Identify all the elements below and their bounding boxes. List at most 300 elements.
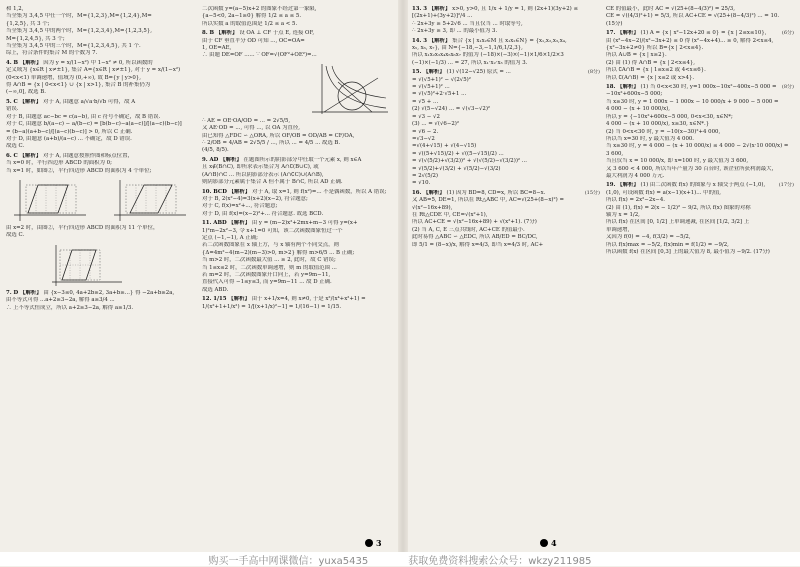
answer-text: 在题图所示的阴影部分中任取一个元素 x, 则 x∈A [243,156,362,163]
answer-line [202,52,394,59]
score-label: (8分) [587,69,600,76]
question-label: 5. C 【解析】 [6,98,42,105]
answer-text: 由于 CF 垂直平分 OD 可知 ..., OC=OA= [202,37,305,44]
answer-block [6,99,196,151]
answer-text: 所以 f(x)max = −5/2, f(x)min = f(1/2) = −9/2, [606,241,729,248]
answer-line [606,99,794,106]
answer-line [202,279,394,286]
answer-text: 故选 C. [6,143,25,150]
question-label: 15. 【解析】 [412,69,445,76]
answer-line [412,219,600,226]
answer-block [202,296,394,311]
answer-block [6,60,196,97]
page-number-right-text: 4 [551,538,557,548]
answer-text: (0<x<1) 单调递增，值域为 (0,+∞), 故 B={y | y>0}, [6,74,141,81]
answer-line [412,13,600,20]
answer-line [6,99,196,106]
answer-text: 所以 ∁(A∩B) = {x | x≤2 或 x>4}. [606,74,695,81]
answer-text: 对于 C, 由题意 b/(a−c) − a/(b−c) = [b(b−c)−a(a−c)]/[(a−c)(b−c)] [6,121,182,128]
answer-text: 所以函数 f(x) 在区间 [0,3] 上的最大值为 8, 最小值为 −9/2. (17分) [606,249,770,255]
answer-text: 若二次函数图象在 x 轴上方，与 x 轴有两个不同交点，则 [202,242,339,249]
answer-text: 此时易得 △ABC ∽ △EDC, 所以 AB/ED = BC/DC, [412,234,538,241]
question-label: 14. 3 【解析】 [412,37,451,44]
answer-line [606,197,794,204]
answer-text: (−∞,0], 故选 B. [6,89,46,96]
answer-line [606,143,794,150]
answer-text: 1, OE=AE, [202,45,232,52]
answer-line [606,114,794,121]
answer-text: = √3 − √2 [412,113,440,120]
answer-line [202,287,394,294]
answer-text: M={1,2,4,5}, 共 3 个; [6,35,65,42]
answer-text: 对于 C, f(x)=x²+..., 符合题意; [202,203,278,210]
answer-text: 所以当 x=30 时, y 最大值为 4 000. [606,135,695,142]
answer-line [606,173,794,180]
answer-text: [(2x+1)+(3y+2)]²/4 ... [412,13,473,20]
answer-line [606,234,794,241]
answer-line [412,205,600,212]
answer-line [606,182,794,189]
answer-text: (1,0), 可设函数 f(x) = a(x−1)(x+1)... 中的值, [606,189,722,196]
answer-text: 又 AB=5, DE=1, 所以在 Rt△ABC 中, AC=√(25+(8−x)²) = [412,197,564,204]
answer-line [412,77,600,84]
answer-text: 由不等式可得 ...a+2≥3−2a, 解得 a≥3/4 ... [6,297,115,304]
answer-line [6,225,196,232]
answer-block [202,157,394,187]
answer-line [606,242,794,249]
answer-line [412,106,600,113]
answer-line [606,106,794,113]
answer-line [606,91,794,98]
answer-text: 对于 D, 由题意 (a+b)/(a−c) ... 不确定，故 D 错误. [6,135,132,142]
answer-line [6,6,196,13]
answer-text: ∴ AE = OE·OA/OD = ... = 2√5/5, [202,117,291,124]
answer-line [6,67,196,74]
answer-line [202,30,394,37]
answer-text: (15分) [606,20,623,27]
answer-text: √(x²−16x+89), [412,204,453,211]
answer-line [6,168,196,175]
answer-line [202,242,394,249]
answer-text: (−1)×(−1/3) ... = 27, 所以 x₁·x₂·x₃ 的值为 3. [412,59,528,66]
answer-block [202,220,394,294]
answer-line [202,133,394,140]
answer-block [202,6,394,28]
answer-text: 单调递增, [606,226,630,233]
answer-text: 设 OA ⊥ CF 于点 E, 连接 OF, [239,30,315,37]
answer-block [606,6,794,28]
answer-text: 即 5/1 = (8−x)/x, 解得 x=4/3, 即当 x=4/3 时, AC+ [412,241,544,248]
figure-parallelogram-pair [6,177,196,223]
score-label: (17分) [778,182,794,189]
answer-text: 由 {x−3≤0, 4a+2b≥2, 3a+b≥...} 得 −2a+b≥2a, [43,289,175,296]
answer-text: 又 3 600 < 4 000, 所以当年产量为 30 百台时, 该企业所获利润最大， [606,165,777,172]
column-1 [6,6,196,542]
answer-text: 故选 C. [6,232,25,239]
answer-text: 对于 A, 取 x=1, 则 f(x²)=... 不是偶函数，所以 A 错误; [252,188,387,195]
answer-text: 对于 A, 由题意按照作图和标点位置， [42,152,133,159]
answer-line [412,158,600,165]
answer-line [202,38,394,45]
answer-text: (2) √(5−√24) ... = √(√3−√2)² [412,106,491,113]
answer-text: 集合 {x | x₁x₂∈M 且 x₁x₂∈N} = {x₁,x₂,x₃,x₄, [452,37,567,44]
answer-line [606,136,794,143]
answer-text: 当全集为 3,4,5 中的两个时，M={1,2,3,4},M={1,2,3,5}, [6,28,152,35]
answer-line [6,232,196,239]
answer-text: 当全集为 3,4,5 中的三个时，M={1,2,3,4,5}, 共 1 个. [6,43,141,50]
answer-line [412,60,600,67]
answer-text: (A∩B)∩C ... 所以阴影部分表示 (A∩∁C)∪(A∩B), [202,171,324,178]
column-2 [202,6,394,542]
watermark-footer [0,552,800,566]
answer-block [202,118,394,155]
answer-line [6,121,196,128]
answer-text: {a−5<0, 2a−1≥0} 解得 1/2 ≤ a ≤ 5. [202,13,302,20]
answer-text: = 2√(5/2) [412,172,438,179]
answer-line [412,45,600,52]
answer-text: 4 000 − (x + 10 000/x), [606,106,670,113]
question-label: 8. B 【解析】 [202,30,238,37]
answer-text: (1) 由二次函数 f(x) 的图象与 x 轴交于两点 (−1,0), [640,182,766,189]
answer-block [412,38,600,68]
answer-text: 所以 f(x) = 2x²−2x−4. [606,197,665,204]
answer-text: 当 m>2 时，二次函数最大值 ... ≥ 2, 此时，故 C 错误; [202,257,336,264]
answer-line [6,129,196,136]
answer-line [412,166,600,173]
answer-text: (1) √(12−√25) 原式 = ... [446,69,511,76]
answer-line [412,99,600,106]
answer-block [412,69,600,188]
answer-line [606,227,794,234]
answer-line [6,82,196,89]
question-label: 18. 【解析】 [606,84,639,91]
answer-line [202,172,394,179]
answer-text: ∴ 2x+3y ≥ 5+2√6 ... 当且仅当 ... 时取等号, [412,20,523,27]
answer-text: 当且仅当 x = 10 000/x, 即 x=100 时, y 最大值为 3 600, [606,158,749,165]
answer-text: 所以 AC+CE = √(x²−16x+89) + √(x²+1). (7分) [412,219,537,226]
answer-text: = √5 + ... [412,98,439,105]
answer-line [412,190,600,197]
answer-block [202,189,394,219]
question-label: 11. ABD 【解析】 [202,220,251,227]
answer-text: = √10. [412,180,431,187]
question-label: 10. BCD 【解析】 [202,188,251,195]
answer-text: CE 的值最小，此时 AC = √(25+(8−4/3)²) = 25/3, [606,6,735,12]
answer-text: 若 m=2 时，二次函数图象开口向上，若 y=9m−11, [202,271,331,278]
answer-line [6,290,196,297]
answer-text: ∴ 上不等式恒成立，所以 a+2≥3−2a, 解得 a≥1/3. [6,304,134,311]
answer-line [6,50,196,57]
answer-line [6,60,196,67]
answer-line [412,180,600,187]
answer-line [6,305,196,312]
answer-text: 由 (x²−4x−2)/(x²−3x+2) ≤ 0 得 (x²−4x+4)... ≥ 0, 解得 2<x≤4, [606,37,774,44]
answer-text: x>0, y>0, 且 1/x + 1/y = 1, 则 (2x+1)(3y+2) ≤ [452,6,579,12]
answer-line [606,249,794,256]
answer-line [606,67,794,74]
answer-text: 所以 f(x) 在区间 [0, 1/2] 上单调递减, 在区间 [1/2, 3/2] 上 [606,219,750,226]
answer-line [412,173,600,180]
answer-text: ∴ 2/OB = 4/AB = 2√5/5 / ..., 所以 ... = 4/5 ... 故选 B. [202,140,341,147]
answer-text: 3 600, [606,150,624,157]
answer-text: (4/5, 8/5). [202,147,229,154]
answer-line [606,190,794,197]
answer-text: 因为 y = x/(1−x²) 中 1−x² ≠ 0, 所以函数的 [43,59,153,66]
question-label: 6. C 【解析】 [6,152,42,159]
answer-line [202,296,394,303]
answer-line [412,91,600,98]
answer-text: 直接代入可得 −1≤y≤3, 而 y=9m−11 ... 故 D 正确. [202,279,332,286]
answer-text: 在 Rt△CDE 中, CE=√(x²+1), [412,211,488,218]
answer-text: −10x²+600x−5 000; [606,91,663,98]
answer-text: =√3−√2 [412,135,435,142]
answer-text: 所以 ∁A∩B = {x | 1≤x≤2 或 4<x≤6}. [606,67,706,74]
answer-text: 所以 x₁x₂x₃x₄x₅x₆x₇ 的值为 (−18)×(−3)×(−1)×1/6×1/2×3 [412,52,564,59]
answer-line [6,160,196,167]
page-number-left [365,538,382,548]
answer-line [202,220,394,227]
answer-line [6,21,196,28]
answer-text: {1,2,5}, 共 3 个; [6,20,50,27]
answer-line [606,84,794,91]
answer-text: 1)²m−2x²−3, 令 x+1=0 可知，该二次函数图象恒过一个 [202,227,343,234]
answer-text: 得 A∩B = {x | 0<x<1} ∪ {x | x>1}, 集合 B 的补集仍为 [6,82,151,89]
answer-text: 当 x=1 时，如图②，平行四边形 ABCD 的面积为 4 个单位; [6,167,152,174]
answer-line [202,196,394,203]
answer-block [6,225,196,240]
score-label: (6分) [781,30,794,37]
question-label: 12. 1/15 【解析】 [202,296,250,303]
answer-text: 4 000 − (x + 10 000/x), x≥30, x∈N*.} [606,121,710,128]
answer-text: {Δ=4m²−4(m−2)(m−3)>0, m>2} 解得 m>6/5 ... B 正确; [202,249,355,256]
answer-line [606,212,794,219]
answer-line [412,6,600,13]
answer-text: 对于 B, 2(x²−4)=3(x+2)(x−2), 符合题意; [202,195,308,202]
answer-text: 和 1,2, [6,6,24,12]
answer-text: 定点 (−1,−1), A 正确; [202,234,258,241]
answer-text: ∴ 由题 DE=OF ...... ∵ OF=√(OF²+OE²)=... [202,52,317,59]
answer-text: 所以 A∪B = {x | x≥2}. [606,52,667,59]
answer-text: 由 y = (m−2)x²+2mx+m−3 可得 y=(x+ [251,220,358,227]
answer-text: = √(√(5/2)+√(3/2))² + √(√(5/2)−√(3/2))² ... [412,158,527,165]
answer-line [606,13,794,20]
answer-text: 由 x=2 时，由图②，平行四边形 ABCD 的面积为 11 个单位， [6,224,159,231]
answer-text: 当 x≥30 时, y = 4 000 − (x + 10 000/x) ≤ 4 000 − 2√(x·10 000/x) = [606,143,789,150]
answer-line [202,21,394,28]
answer-line [606,6,794,13]
answer-line [202,257,394,264]
answer-text: 最大利润为 4 000 万元. [606,172,665,179]
answer-line [6,297,196,304]
answer-text: = (b−a)(a+b−c)/[(a−c)(b−c)] > 0, 所以 C 正确. [6,128,133,135]
figure-circle-geometry [202,62,394,116]
page-dot-icon [365,539,373,547]
answer-text: 轴为 x = 1/2, [606,211,640,218]
answer-line [202,147,394,154]
answer-text: = √(√5)²+2·√5+1 ... [412,91,467,98]
answer-line [606,75,794,82]
answer-line [412,38,600,45]
answer-text: (2) 由 (1) 得 A∩B = {x | 2<x≤4}, [606,59,696,66]
answer-text: 当全集为 3,4,5 中任一个时，M={1,2,3},M={1,2,4},M= [6,13,152,20]
answer-text: = √(5/2)+√(3/2) + √(5/2)−√(3/2) [412,165,501,172]
answer-block [412,190,600,249]
answer-line [606,60,794,67]
answer-line [412,143,600,150]
question-label: 16. 【解析】 [412,189,445,196]
answer-text: 对于 D, 由 f(x)=(x−2)²+... 符合题意. 故选 BCD. [202,210,324,217]
answer-line [412,21,600,28]
answer-line [606,52,794,59]
page-number-left-text: 3 [376,538,382,548]
figure-parallelogram-single [6,242,196,288]
answer-line [412,114,600,121]
answer-line [412,136,600,143]
answer-line [412,227,600,234]
answer-block [6,290,196,312]
answer-line [6,75,196,82]
question-label: 19. 【解析】 [606,182,639,189]
answer-text: 对于 A, 由题意 a/√a·b/√b 可得，故 A [42,98,136,105]
answer-text: CE = √((4/3)²+1) = 5/3, 所以 AC+CE = √(25+(8−4/3)²) ... = 10. [606,13,780,20]
answer-line [412,151,600,158]
answer-text: ∴ 2x+3y ≥ 3, 即 ... 的最小值为 3. [412,28,498,35]
answer-text: 又因为 f(0) = −4, f(3/2) = −5/2, [606,234,691,241]
answer-line [606,166,794,173]
answer-line [202,157,394,164]
score-label: (8分) [781,84,794,91]
answer-line [606,219,794,226]
page-number-right [540,538,557,548]
answer-text: 对于 B, 由题意 ac−bc = c(a−b), 由 c 符号不确定，故 B 错误. [6,113,161,120]
answer-line [202,140,394,147]
answer-line [412,242,600,249]
answer-text: 定义域为 {x∈R | x≠±1}, 集合 A={x∈R | x≠±1}, 对于 y = x/(1−x²) [6,67,181,74]
answer-line [606,205,794,212]
page-dot-icon [540,539,548,547]
answer-block [202,30,394,60]
answer-line [606,21,794,28]
answer-line [412,121,600,128]
answer-line [606,151,794,158]
footer-right-text: 获取免费资料搜索公众号：wkzy211985 [408,555,592,567]
answer-line [202,6,394,13]
answer-text: 则阴影部分元素属于集合 A 但不属于 B∩C, 所以 AD 正确. [202,179,343,186]
answer-line [202,228,394,235]
answer-line [6,106,196,113]
question-label: 7. D 【解析】 [6,289,42,296]
answer-text: 当 x≥30 时, y = 1 000x − 1 000x − 10 000/x + 9 000 − 5 000 = [606,98,779,105]
answer-line [6,36,196,43]
question-label: 9. AD 【解析】 [202,156,242,163]
answer-text: 又 AE·OD = ..., 可得 ..., 以 OA 为直径, [202,125,300,132]
answer-line [202,164,394,171]
answer-line [6,143,196,150]
answer-text: 由于 x+1/x=4, 则 x≠0, 于是 x²/(x⁴+x²+1) = [251,296,366,303]
answer-line [202,189,394,196]
answer-text: {x²−3x+2≠0} 所以 B={x | 2<x≤4}. [606,45,704,52]
answer-line [202,125,394,132]
column-3 [412,6,600,542]
answer-text: 错误. [6,106,19,113]
footer-left-text: 购买一手高中网课微信：yuxa5435 [208,555,369,567]
answer-line [6,13,196,20]
answer-text: 所以 y = {−10x²+600x−5 000, 0<x<30, x∈N*; [606,113,733,120]
answer-block [606,182,794,256]
answer-line [606,30,794,37]
answer-line [202,235,394,242]
answer-text: (2) 当 0<x<30 时, y = −10(x−30)²+4 000, [606,128,721,135]
answer-text: 综上，符合条件的集合 M 的个数为 7. [6,50,98,57]
answer-text: (1) 当 0<x<30 时, y=1 000x−10x²−400x−5 000 = [640,84,777,91]
page-gutter [398,0,408,566]
answer-text: 1/(x²+1+1/x²) = 1/[(x+1/x)²−1] = 1/(16−1) = 1/15. [202,303,342,310]
answer-text: (2) 当 A, C, E 三点共线时, AC+CE 的值最小. [412,226,525,233]
answer-text: 故选 ABD. [202,286,229,293]
answer-text: 当 1≤x≤2 时，二次函数单调递增，则 m 的取值范围 ... [202,264,337,271]
answer-text: (3) ... = √(√6−2)² [412,121,460,128]
answer-text: 二次函数 y=(a−5)x+2 的图象不经过第一象限, [202,6,317,12]
answer-line [6,43,196,50]
answer-line [412,52,600,59]
answer-line [6,114,196,121]
answer-line [412,212,600,219]
answer-text: 当 x=0 时，平行四边形 ABCD 的面积为 0; [6,160,112,167]
answer-line [202,13,394,20]
answer-line [606,38,794,45]
answer-text: 且 x∉(B∩C), 即所求表示集合为 A∩∁(B∪C), 或 [202,164,319,171]
answer-line [6,28,196,35]
answer-line [606,121,794,128]
score-label: (15分) [584,189,600,196]
answer-line [412,129,600,136]
answer-text: x₅, x₆, x₇}, 由 N={−18,−3,−1,1/6,1/2,3}, [412,45,523,52]
answer-text: = √(√5+1)² − √(2√5)² [412,76,471,83]
answer-line [202,179,394,186]
answer-text: (2) 由 (1), f(x) = 2(x − 1/2)² − 9/2, 所以 f(x) 图象的对称 [606,204,751,211]
answer-block [412,6,600,36]
answer-line [202,45,394,52]
answer-line [202,211,394,218]
answer-text: (1) A = {x | x²−12x+20 ≤ 0} = {x | 2≤x≤10}, [640,30,767,37]
answer-line [202,203,394,210]
answer-line [6,89,196,96]
answer-line [606,129,794,136]
answer-line [202,250,394,257]
answer-block [6,153,196,175]
answer-line [6,136,196,143]
answer-line [606,158,794,165]
answer-text: (1) 因为 BD=8, CD=x, 所以 BC=8−x. [446,189,546,196]
answer-text: = √((5+√15)/2) + √((5−√15)/2) ... [412,150,504,157]
answer-line [202,272,394,279]
answer-block [606,30,794,82]
answer-line [412,234,600,241]
answer-text: = √(√5+1)² ... [412,84,450,91]
question-label: 4. B 【解析】 [6,59,42,66]
question-label: 17. 【解析】 [606,30,639,37]
answer-line [6,153,196,160]
answer-line [606,45,794,52]
answer-line [412,197,600,204]
answer-text: 由已知得 △FDC ∽ △ORA, 所以 OF/OB = OD/AB = CF/OA, [202,132,355,139]
answer-line [412,84,600,91]
answer-text: = √6 − 2. [412,128,439,135]
answer-line [202,265,394,272]
answer-block [606,84,794,180]
answer-line [202,118,394,125]
answer-block [6,6,196,58]
